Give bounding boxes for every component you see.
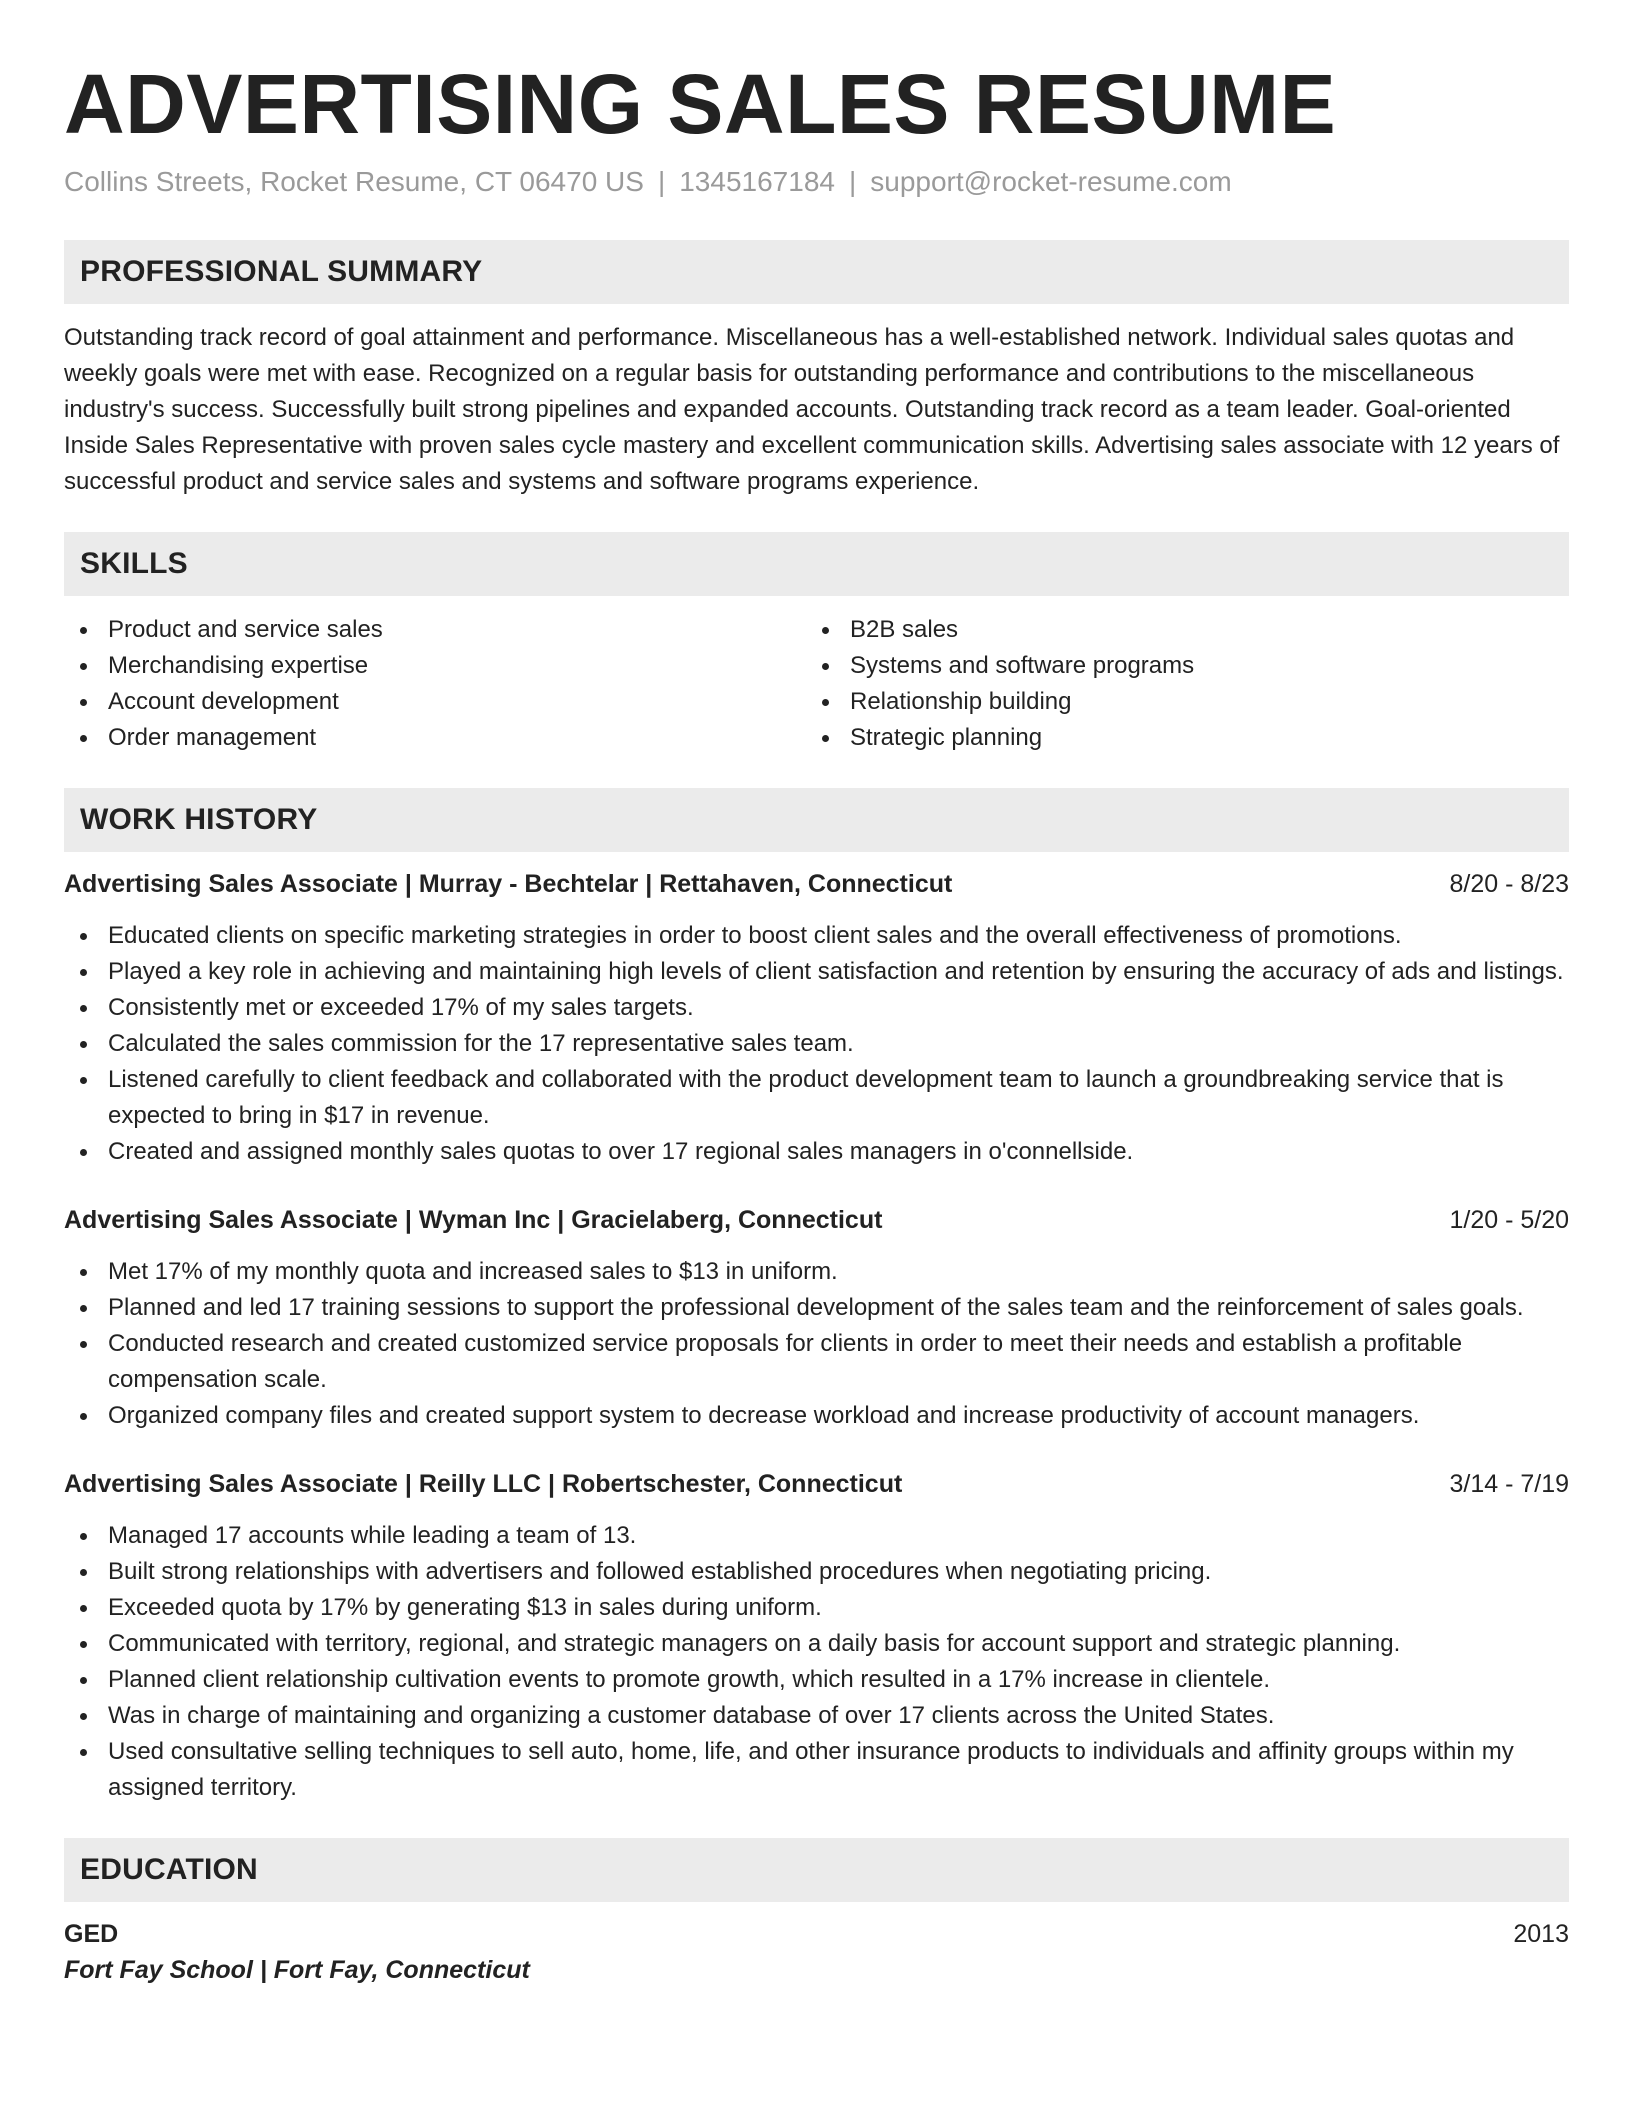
skill-item: Order management	[64, 720, 806, 756]
skill-item: Systems and software programs	[806, 648, 1548, 684]
job-bullet: Exceeded quota by 17% by generating $13 in sales during uniform.	[64, 1590, 1569, 1626]
job-title: Advertising Sales Associate | Wyman Inc | Gracielaberg, Connecticut	[64, 1206, 883, 1234]
job-entry	[64, 1202, 1569, 1434]
job-dates: 3/14 - 7/19	[1449, 1470, 1569, 1498]
job-bullet: Calculated the sales commission for the 17 representative sales team.	[64, 1026, 1569, 1062]
job-bullet: Built strong relationships with advertisers and followed established procedures when negotiating pricing.	[64, 1554, 1569, 1590]
job-bullet: Planned and led 17 training sessions to support the professional development of the sales team and the reinforcement of sales goals.	[64, 1290, 1569, 1326]
skill-item: Product and service sales	[64, 612, 806, 648]
education-year: 2013	[1513, 1920, 1569, 1948]
education-header	[64, 1916, 1569, 1952]
contact-address: Collins Streets, Rocket Resume, CT 06470 US	[64, 166, 644, 197]
job-bullet: Played a key role in achieving and maintaining high levels of client satisfaction and retention by ensuring the accuracy of ads and listings.	[64, 954, 1569, 990]
job-entry	[64, 1466, 1569, 1806]
skill-item: Relationship building	[806, 684, 1548, 720]
job-header	[64, 866, 1569, 902]
job-bullet: Created and assigned monthly sales quotas to over 17 regional sales managers in o'connellside.	[64, 1134, 1569, 1170]
section-header-skills: SKILLS	[64, 532, 1569, 596]
job-bullet: Used consultative selling techniques to sell auto, home, life, and other insurance products to individuals and affinity groups within my assigned territory.	[64, 1734, 1569, 1806]
contact-separator: |	[848, 166, 857, 197]
job-bullet: Consistently met or exceeded 17% of my sales targets.	[64, 990, 1569, 1026]
education-degree: GED	[64, 1920, 119, 1948]
skill-item: Merchandising expertise	[64, 648, 806, 684]
resume-title: ADVERTISING SALES RESUME	[64, 57, 1337, 151]
contact-separator: |	[657, 166, 666, 197]
contact-line	[64, 164, 1569, 200]
job-entry	[64, 866, 1569, 1170]
section-header-summary: PROFESSIONAL SUMMARY	[64, 240, 1569, 304]
job-header	[64, 1466, 1569, 1502]
skills-column-right	[806, 612, 1548, 756]
job-bullet: Educated clients on specific marketing strategies in order to boost client sales and the overall effectiveness of promotions.	[64, 918, 1569, 954]
job-bullet: Managed 17 accounts while leading a team of 13.	[64, 1518, 1569, 1554]
job-bullet: Organized company files and created support system to decrease workload and increase productivity of account managers.	[64, 1398, 1569, 1434]
section-header-work-history: WORK HISTORY	[64, 788, 1569, 852]
job-title: Advertising Sales Associate | Reilly LLC | Robertschester, Connecticut	[64, 1470, 903, 1498]
contact-phone: 1345167184	[679, 166, 835, 197]
education-entry	[64, 1916, 1569, 1988]
skills-column-left	[64, 612, 806, 756]
skill-item: Account development	[64, 684, 806, 720]
job-bullets	[64, 918, 1569, 1170]
job-header	[64, 1202, 1569, 1238]
job-bullet: Was in charge of maintaining and organizing a customer database of over 17 clients across the United States.	[64, 1698, 1569, 1734]
job-bullet: Planned client relationship cultivation events to promote growth, which resulted in a 17% increase in clientele.	[64, 1662, 1569, 1698]
education-school: Fort Fay School | Fort Fay, Connecticut	[64, 1956, 530, 1984]
contact-email: support@rocket-resume.com	[870, 166, 1232, 197]
skill-item: Strategic planning	[806, 720, 1548, 756]
job-title: Advertising Sales Associate | Murray - Bechtelar | Rettahaven, Connecticut	[64, 870, 953, 898]
job-bullet: Conducted research and created customized service proposals for clients in order to meet their needs and establish a profitable compensation scale.	[64, 1326, 1569, 1398]
job-bullet: Met 17% of my monthly quota and increased sales to $13 in uniform.	[64, 1254, 1569, 1290]
job-dates: 1/20 - 5/20	[1449, 1206, 1569, 1234]
skill-item: B2B sales	[806, 612, 1548, 648]
skills-list	[64, 612, 1569, 756]
job-bullets	[64, 1254, 1569, 1434]
section-header-education: EDUCATION	[64, 1838, 1569, 1902]
summary-text: Outstanding track record of goal attainment and performance. Miscellaneous has a well-established network. Individual sales quotas and weekly goals were met with ease. Recognized on a regular basis for outstanding performance and contributions to the miscellaneous industry's success. Successfully built strong pipelines and expanded accounts. Outstanding track record as a team leader. Goal-oriented Inside Sales Representative with proven sales cycle mastery and excellent communication skills. Advertising sales associate with 12 years of successful product and service sales and systems and software programs experience.	[64, 324, 1560, 495]
job-dates: 8/20 - 8/23	[1449, 870, 1569, 898]
job-bullet: Communicated with territory, regional, and strategic managers on a daily basis for account support and strategic planning.	[64, 1626, 1569, 1662]
job-bullets	[64, 1518, 1569, 1806]
job-bullet: Listened carefully to client feedback and collaborated with the product development team to launch a groundbreaking service that is expected to bring in $17 in revenue.	[64, 1062, 1569, 1134]
